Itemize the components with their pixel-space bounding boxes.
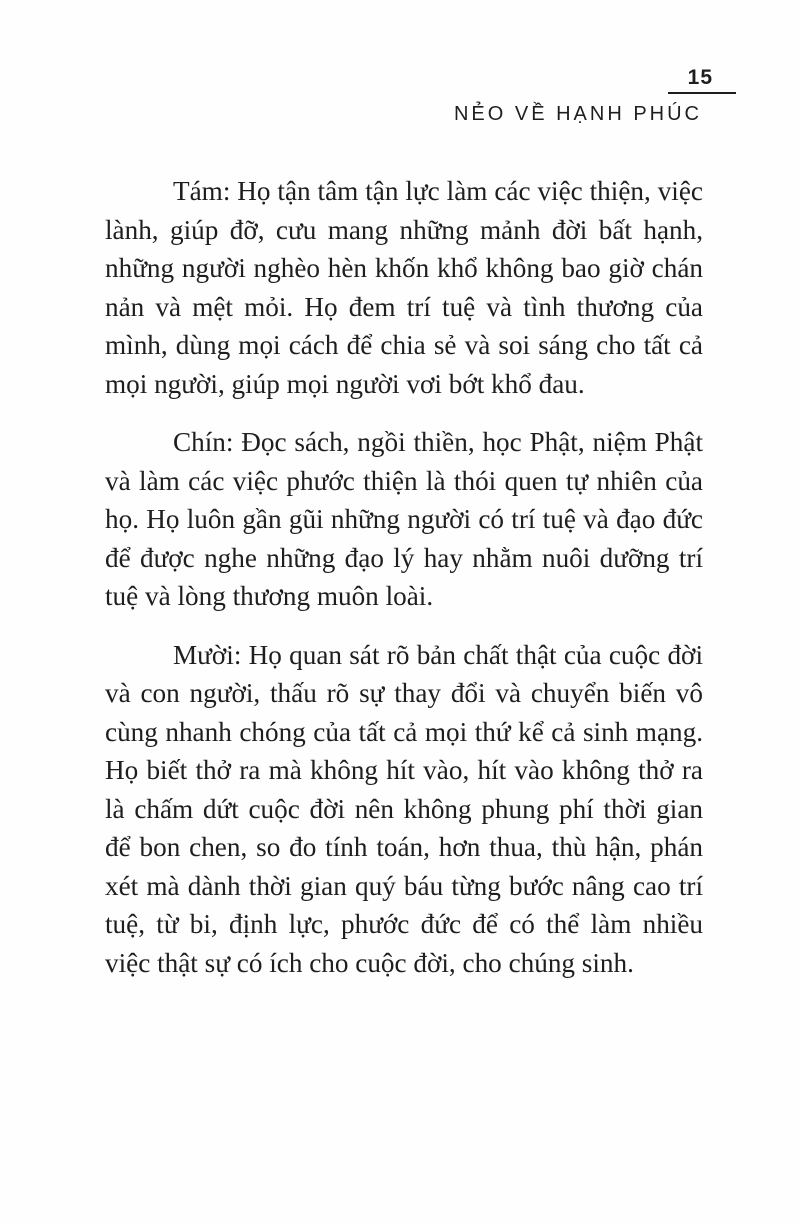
paragraph-tam: Tám: Họ tận tâm tận lực làm các việc thiện, việc lành, giúp đỡ, cưu mang những mảnh đời bất hạnh, những người nghèo hèn khốn khổ không bao giờ chán nản và mệt mỏi. Họ đem trí tuệ và tình thương của mình, dùng mọi cách để chia sẻ và soi sáng cho tất cả mọi người, giúp mọi người vơi bớt khổ đau.: [105, 176, 703, 399]
paragraph-chin: Chín: Đọc sách, ngồi thiền, học Phật, niệm Phật và làm các việc phước thiện là thói quen tự nhiên của họ. Họ luôn gần gũi những người có trí tuệ và đạo đức để được nghe những đạo lý hay nhằm nuôi dưỡng trí tuệ và lòng thương muôn loài.: [105, 427, 703, 611]
page-number: 15: [687, 66, 713, 89]
body-text: [105, 172, 703, 1002]
header-rule: [668, 92, 736, 94]
running-title: NẺO VỀ HẠNH PHÚC: [453, 103, 702, 125]
paragraph-muoi: Mười: Họ quan sát rõ bản chất thật của cuộc đời và con người, thấu rõ sự thay đổi và chuyển biến vô cùng nhanh chóng của tất cả mọi thứ kể cả sinh mạng. Họ biết thở ra mà không hít vào, hít vào không thở ra là chấm dứt cuộc đời nên không phung phí thời gian để bon chen, so đo tính toán, hơn thua, thù hận, phán xét mà dành thời gian quý báu từng bước nâng cao trí tuệ, từ bi, định lực, phước đức để có thể làm nhiều việc thật sự có ích cho cuộc đời, cho chúng sinh.: [105, 639, 703, 978]
